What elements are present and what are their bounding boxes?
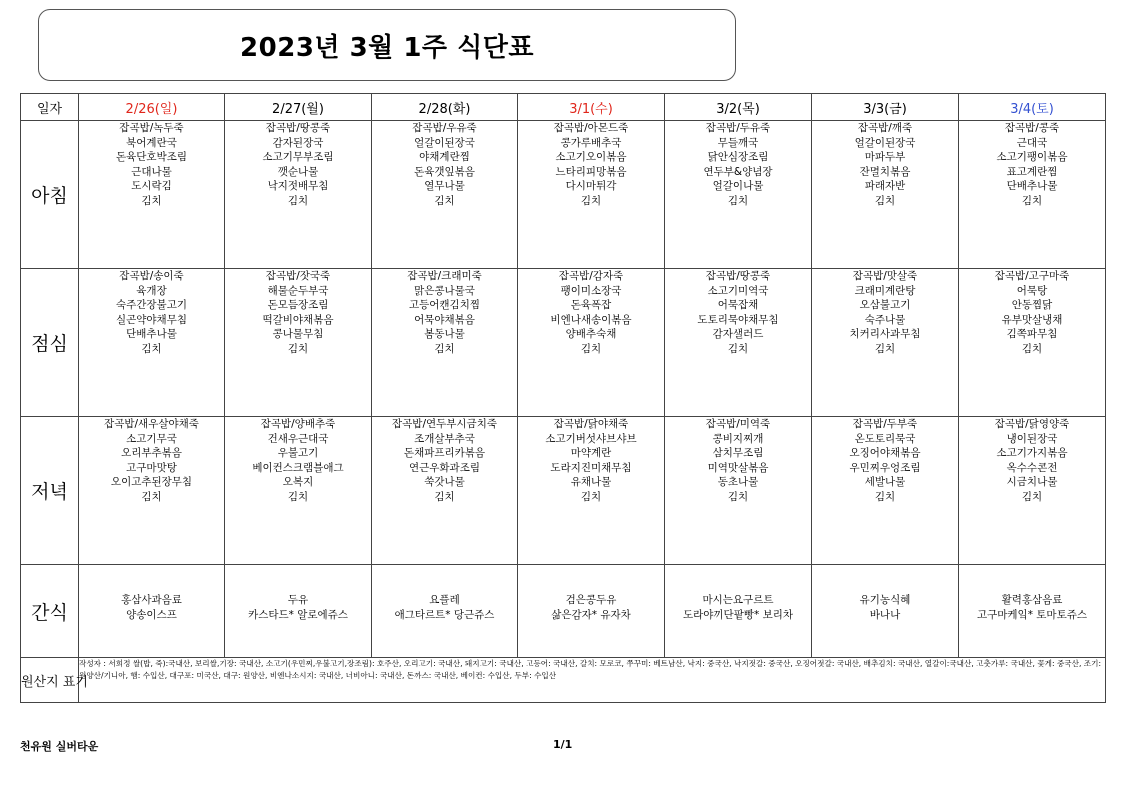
menu-item: 도시락김 bbox=[131, 180, 172, 193]
menu-cell-sun bbox=[79, 417, 225, 565]
menu-item: 근대국 bbox=[1016, 136, 1048, 149]
meal-table bbox=[20, 93, 1106, 703]
menu-item: 마약계란 bbox=[570, 447, 612, 460]
menu-item: 닭안심장조림 bbox=[707, 151, 769, 164]
menu-item: 비엔나새송이볶음 bbox=[550, 313, 632, 326]
origin-label bbox=[21, 658, 88, 703]
menu-item: 봄동나물 bbox=[424, 328, 465, 341]
menu-cell-sun bbox=[79, 565, 225, 658]
menu-item: 소고기미역국 bbox=[707, 284, 769, 297]
menu-item: 카스타드* 알로에쥬스 bbox=[248, 608, 348, 621]
menu-item: 잡곡밥/맛살죽 bbox=[852, 270, 918, 282]
menu-item: 김치 bbox=[580, 194, 602, 207]
menu-item: 오징어야채볶음 bbox=[849, 447, 921, 460]
menu-item: 얼갈이된장국 bbox=[414, 136, 475, 149]
menu-item: 홍삼사과음료 bbox=[121, 594, 182, 606]
menu-item: 김치 bbox=[287, 194, 309, 207]
menu-item: 김치 bbox=[287, 490, 309, 503]
day-header-sat: 3/4(토) bbox=[959, 94, 1106, 121]
menu-cell-wed bbox=[518, 417, 665, 565]
menu-item: 느타리피망볶음 bbox=[555, 165, 627, 178]
menu-cell-mon bbox=[225, 269, 372, 417]
menu-item: 연근우화과조림 bbox=[408, 461, 480, 474]
menu-item: 잡곡밥/두유죽 bbox=[705, 122, 771, 134]
menu-cell-sat bbox=[959, 417, 1106, 565]
menu-item: 활력홍삼음료 bbox=[1001, 594, 1063, 606]
menu-item: 조개살부추국 bbox=[414, 432, 475, 445]
menu-cell-mon bbox=[225, 565, 372, 658]
menu-item: 근대나물 bbox=[131, 165, 172, 178]
menu-item: 어묵잡채 bbox=[717, 299, 759, 312]
menu-item: 김치 bbox=[434, 194, 455, 207]
menu-item: 연두부&양념장 bbox=[703, 165, 773, 178]
meal-row-breakfast bbox=[21, 121, 1106, 269]
menu-item: 소고기오이볶음 bbox=[555, 151, 627, 164]
menu-cell-thu bbox=[665, 417, 812, 565]
menu-item: 팽이미소장국 bbox=[560, 284, 622, 297]
menu-item: 깻순나물 bbox=[277, 165, 319, 178]
menu-item: 바나나 bbox=[869, 608, 901, 621]
menu-item: 유채나물 bbox=[570, 476, 612, 489]
menu-cell-tue bbox=[372, 565, 518, 658]
menu-item: 우민찌우엉조림 bbox=[849, 461, 921, 474]
origin-row bbox=[21, 658, 1106, 703]
menu-cell-wed bbox=[518, 269, 665, 417]
menu-item: 도라지진미채무침 bbox=[550, 461, 632, 474]
menu-cell-fri bbox=[812, 121, 959, 269]
menu-item: 안동찜닭 bbox=[1011, 299, 1053, 312]
menu-item: 김치 bbox=[434, 342, 455, 355]
menu-item: 고구마케잌* 토마토쥬스 bbox=[976, 608, 1088, 621]
menu-item: 낙지젓배무침 bbox=[267, 180, 329, 193]
menu-item: 돈육갯잎볶음 bbox=[414, 165, 475, 178]
menu-cell-fri bbox=[812, 417, 959, 565]
menu-item: 김치 bbox=[1021, 490, 1043, 503]
menu-item: 김치 bbox=[1021, 342, 1043, 355]
menu-item: 삶은감자* 유자차 bbox=[551, 608, 631, 621]
menu-item: 북어계란국 bbox=[126, 136, 177, 149]
menu-item: 돈모듬장조림 bbox=[267, 299, 329, 312]
menu-item: 옥수수콘전 bbox=[1006, 461, 1058, 474]
menu-item: 김치 bbox=[874, 490, 896, 503]
menu-item: 김치 bbox=[580, 490, 602, 503]
menu-item: 소고기버섯샤브샤브 bbox=[545, 432, 637, 445]
day-header-fri: 3/3(금) bbox=[812, 94, 959, 121]
menu-item: 얼갈이된장국 bbox=[854, 136, 916, 149]
menu-item: 잡곡밥/닭영양죽 bbox=[994, 418, 1070, 430]
menu-item: 잡곡밥/크래미죽 bbox=[407, 270, 482, 282]
menu-item: 콩비지찌개 bbox=[712, 432, 764, 445]
day-header-wed: 3/1(수) bbox=[518, 94, 665, 121]
menu-item: 감자샐러드 bbox=[712, 328, 764, 341]
menu-item: 잡곡밥/닭야채죽 bbox=[553, 418, 629, 430]
menu-item: 치커리사과무침 bbox=[849, 328, 921, 341]
menu-item: 콩나물무침 bbox=[272, 328, 324, 341]
menu-item: 김치 bbox=[141, 342, 162, 355]
menu-item: 마시는요구르트 bbox=[702, 594, 774, 606]
day-header-thu: 3/2(목) bbox=[665, 94, 812, 121]
menu-cell-fri bbox=[812, 565, 959, 658]
menu-item: 파래자반 bbox=[864, 180, 906, 193]
menu-item: 잡곡밥/깨죽 bbox=[857, 122, 913, 134]
menu-item: 잡곡밥/콩죽 bbox=[1004, 122, 1060, 134]
menu-item: 잡곡밥/감자죽 bbox=[558, 270, 624, 282]
menu-item: 유기농식혜 bbox=[859, 594, 911, 606]
menu-item: 해물순두부국 bbox=[267, 284, 329, 297]
menu-item: 다시마튀각 bbox=[565, 180, 617, 193]
menu-item: 잡곡밥/우유죽 bbox=[412, 122, 477, 134]
menu-item: 김치 bbox=[727, 194, 749, 207]
menu-item: 김치 bbox=[874, 342, 896, 355]
menu-item: 삼치무조림 bbox=[712, 447, 764, 460]
menu-item: 양송이스프 bbox=[126, 608, 177, 621]
menu-item: 김치 bbox=[1021, 194, 1043, 207]
meal-label-dinner: 저녁 bbox=[21, 417, 79, 565]
menu-item: 소고기무부조림 bbox=[262, 151, 334, 164]
menu-item: 유부맛살냉채 bbox=[1001, 313, 1063, 326]
meal-label-snack: 간식 bbox=[21, 565, 79, 658]
meal-label-lunch: 점심 bbox=[21, 269, 79, 417]
menu-cell-tue bbox=[372, 121, 518, 269]
menu-item: 얼갈이나물 bbox=[712, 180, 764, 193]
menu-item: 고등어캔김치찜 bbox=[408, 299, 480, 312]
menu-item: 건새우근대국 bbox=[267, 432, 329, 445]
origin-text: 작성자 : 서희정 쌀(밥, 죽):국내산, 보리쌀,기장: 국내산, 소고기(우민찌,우불고기,장조림): 호주산, 오리고기: 국내산, 돼지고기: 국내산, 고등어: 국내산, 갈치: 모로코, 쭈꾸미: 베트남산, 낙지: 중국산, 낙지젓갈: 중국산, 오징어젓갈: 국내산, 배추김치: 국내산, 열갈이:국내산, 고춧가루: 국내산, 꽃게: 중국산, 조기: 원양산/기니아, 햄: 수입산, 대구포: 미국산, 대구: 원양산, 비엔나소시지: 국내산, 너비아니: 국내산, 돈까스: 국내산, 베이컨: 수입산, 두부: 수입산 bbox=[79, 658, 1106, 703]
date-header-label: 일자 bbox=[21, 94, 79, 121]
menu-item: 양배추숙채 bbox=[565, 328, 617, 341]
menu-cell-tue bbox=[372, 417, 518, 565]
menu-item: 오삼불고기 bbox=[859, 299, 911, 312]
menu-cell-thu bbox=[665, 565, 812, 658]
menu-item: 돈육폭잡 bbox=[570, 299, 612, 312]
menu-item: 우불고기 bbox=[277, 447, 319, 460]
day-header-tue: 2/28(화) bbox=[372, 94, 518, 121]
menu-item: 두유 bbox=[287, 594, 309, 606]
menu-item: 어묵야채볶음 bbox=[414, 313, 475, 326]
menu-item: 숙주나물 bbox=[864, 313, 906, 326]
menu-item: 잡곡밥/땅콩죽 bbox=[265, 122, 331, 134]
day-header-sun: 2/26(일) bbox=[79, 94, 225, 121]
menu-item: 애그타르트* 당근쥬스 bbox=[394, 608, 495, 621]
menu-cell-thu bbox=[665, 269, 812, 417]
menu-item: 오리부추볶음 bbox=[121, 447, 182, 460]
menu-cell-thu bbox=[665, 121, 812, 269]
menu-item: 잡곡밥/고구마죽 bbox=[994, 270, 1070, 282]
menu-item: 돈육단호박조림 bbox=[115, 151, 187, 164]
header-row bbox=[21, 94, 1106, 121]
menu-item: 감자된장국 bbox=[272, 136, 324, 149]
menu-item: 소고기무국 bbox=[126, 432, 177, 445]
menu-cell-sat bbox=[959, 121, 1106, 269]
menu-cell-tue bbox=[372, 269, 518, 417]
menu-item: 오복지 bbox=[282, 476, 314, 489]
menu-item: 잡곡밥/땅콩죽 bbox=[705, 270, 771, 282]
menu-cell-mon bbox=[225, 121, 372, 269]
menu-item: 떡갈비야채볶음 bbox=[262, 313, 334, 326]
menu-cell-sat bbox=[959, 269, 1106, 417]
meal-row-dinner bbox=[21, 417, 1106, 565]
menu-item: 냉이된장국 bbox=[1006, 432, 1058, 445]
menu-item: 잡곡밥/미역죽 bbox=[705, 418, 771, 430]
meal-row-lunch bbox=[21, 269, 1106, 417]
menu-item: 잡곡밥/잣국죽 bbox=[265, 270, 331, 282]
menu-item: 마파두부 bbox=[864, 151, 906, 164]
menu-item: 단배추나물 bbox=[1006, 180, 1058, 193]
menu-item: 돈채파프리카볶음 bbox=[403, 447, 486, 460]
menu-item: 김치 bbox=[727, 342, 749, 355]
menu-item: 고구마맛탕 bbox=[126, 461, 177, 474]
menu-item: 무들깨국 bbox=[717, 136, 759, 149]
menu-item: 표고계란찜 bbox=[1006, 165, 1058, 178]
menu-item: 잡곡밥/녹두죽 bbox=[119, 122, 184, 134]
menu-cell-fri bbox=[812, 269, 959, 417]
menu-item: 잡곡밥/새우살야채죽 bbox=[104, 418, 199, 430]
title-box bbox=[38, 9, 736, 81]
menu-item: 소고기팽이볶음 bbox=[996, 151, 1068, 164]
menu-item: 온도토리묵국 bbox=[854, 432, 916, 445]
menu-item: 베이컨스크램블애그 bbox=[252, 461, 344, 474]
menu-item: 야채계란찜 bbox=[419, 151, 470, 164]
menu-item: 요플레 bbox=[429, 594, 460, 606]
menu-item: 세발나물 bbox=[864, 476, 906, 489]
menu-item: 콩가루배추국 bbox=[560, 136, 622, 149]
menu-item: 미역맛살볶음 bbox=[707, 461, 769, 474]
menu-item: 김치 bbox=[580, 342, 602, 355]
menu-cell-sun bbox=[79, 269, 225, 417]
menu-item: 김치 bbox=[434, 490, 455, 503]
menu-item: 잡곡밥/아몬드죽 bbox=[553, 122, 629, 134]
meal-label-breakfast: 아침 bbox=[21, 121, 79, 269]
menu-item: 오이고추된장무침 bbox=[110, 476, 193, 489]
menu-item: 숙주간장불고기 bbox=[115, 299, 187, 312]
menu-item: 잔멸치볶음 bbox=[859, 165, 911, 178]
menu-item: 쑥갓나물 bbox=[424, 476, 465, 489]
menu-item: 잡곡밥/양배추죽 bbox=[260, 418, 336, 430]
menu-cell-sat bbox=[959, 565, 1106, 658]
menu-item: 도토리묵야채무침 bbox=[697, 313, 779, 326]
menu-item: 시금치나물 bbox=[1006, 476, 1058, 489]
menu-item: 잡곡밥/두부죽 bbox=[852, 418, 918, 430]
menu-item: 김치 bbox=[287, 342, 309, 355]
menu-item: 검은콩두유 bbox=[565, 594, 617, 606]
menu-item: 맑은콩나물국 bbox=[414, 284, 475, 297]
day-header-mon: 2/27(월) bbox=[225, 94, 372, 121]
menu-cell-mon bbox=[225, 417, 372, 565]
menu-item: 잡곡밥/송이죽 bbox=[119, 270, 184, 282]
menu-item: 소고기가지볶음 bbox=[996, 447, 1068, 460]
menu-item: 크래미계란탕 bbox=[854, 284, 916, 297]
menu-cell-wed bbox=[518, 565, 665, 658]
menu-item: 김쪽파무침 bbox=[1006, 328, 1058, 341]
menu-item: 도라야끼단팥빵* 보리차 bbox=[682, 608, 794, 621]
menu-item: 육개장 bbox=[136, 284, 167, 297]
menu-item: 동초나물 bbox=[717, 476, 759, 489]
menu-item: 김치 bbox=[874, 194, 896, 207]
menu-item: 단배추나물 bbox=[126, 328, 177, 341]
page-title: 2023년 3월 1주 식단표 bbox=[240, 32, 534, 63]
menu-item: 열무나물 bbox=[424, 180, 465, 193]
menu-item: 김치 bbox=[727, 490, 749, 503]
menu-item: 김치 bbox=[141, 490, 162, 503]
meal-row-snack bbox=[21, 565, 1106, 658]
menu-cell-wed bbox=[518, 121, 665, 269]
footer-facility-name: 천유원 실버타운 bbox=[20, 740, 99, 753]
menu-item: 실곤약야채무침 bbox=[115, 313, 187, 326]
footer-page-number: 1/1 bbox=[553, 738, 573, 751]
menu-item: 잡곡밥/연두부시금치죽 bbox=[392, 418, 497, 430]
menu-cell-sun bbox=[79, 121, 225, 269]
menu-item: 김치 bbox=[141, 194, 162, 207]
menu-item: 어묵탕 bbox=[1016, 284, 1048, 297]
origin-label-text: 원산지 표기 bbox=[21, 674, 88, 690]
